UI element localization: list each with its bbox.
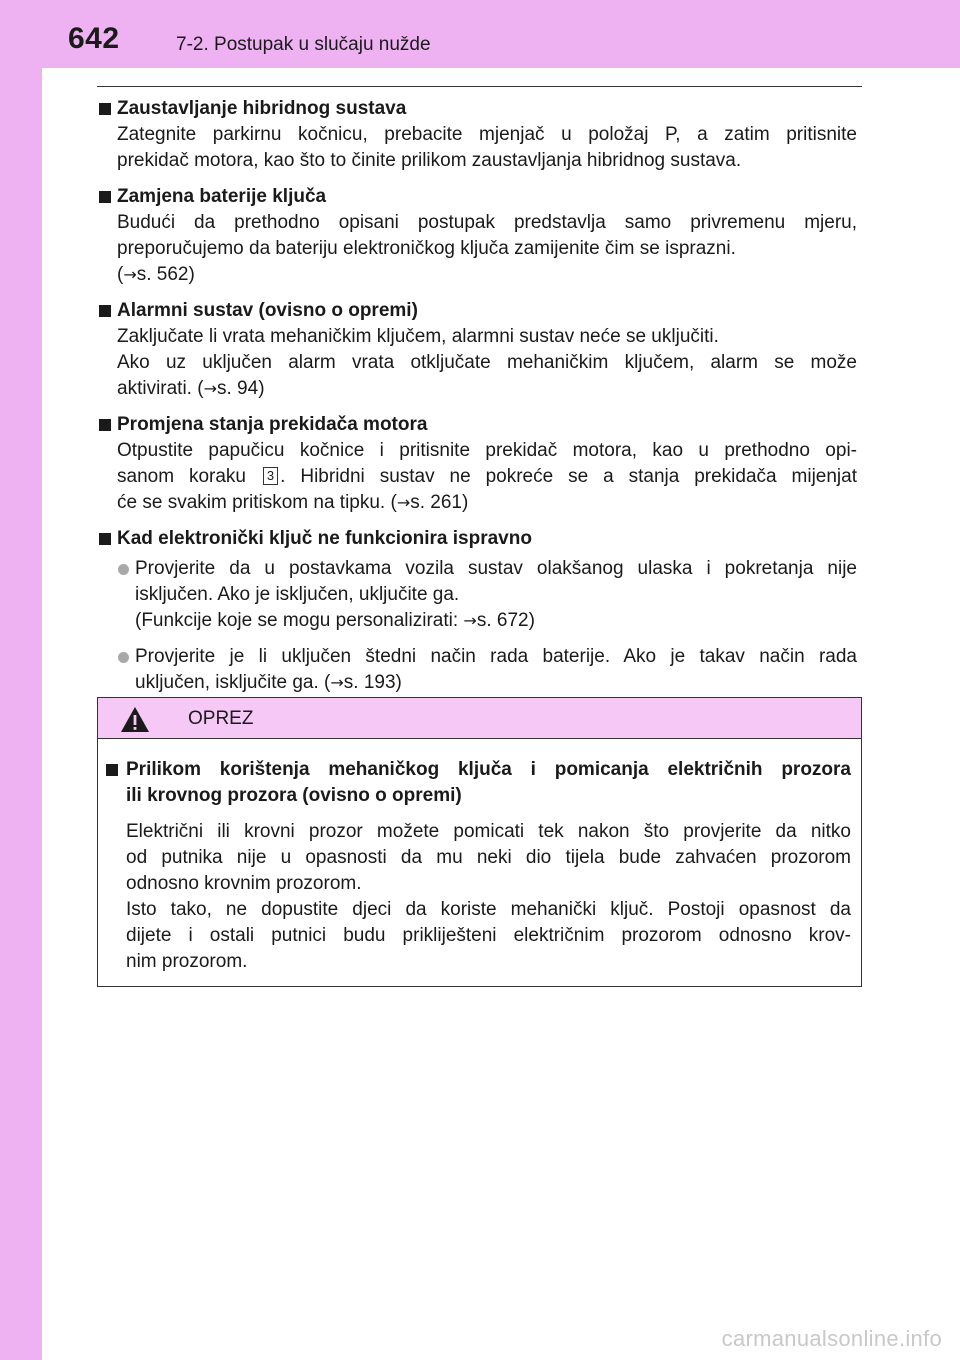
text-line: preporučujemo da bateriju elektroničkog ključa zamijenite čim se isprazni. bbox=[117, 238, 736, 259]
square-bullet-icon bbox=[99, 533, 111, 545]
caution-label: OPREZ bbox=[188, 708, 254, 729]
text-line: uključen, isključite ga. (→s. 193) bbox=[135, 672, 402, 693]
text-line: Provjerite je li uključen štedni način rada baterije. Ako je takav način rada bbox=[135, 646, 857, 667]
square-bullet-icon bbox=[106, 764, 118, 776]
watermark: carmanualsonline.info bbox=[721, 1326, 942, 1351]
text-fragment: (Funkcije koje se mogu personalizirati: bbox=[135, 610, 464, 631]
arrow-icon: → bbox=[123, 265, 137, 284]
reference-text: s. 562 bbox=[136, 264, 189, 285]
section-heading bbox=[97, 526, 857, 552]
chapter-title: 7-2. Postupak u slučaju nužde bbox=[176, 34, 431, 55]
text-line: dijete i ostali putnici budu prikliješteni električnim prozorom odnosno krov- bbox=[126, 925, 851, 946]
section-battery-replace bbox=[97, 184, 857, 288]
round-bullet-icon bbox=[118, 652, 129, 663]
square-bullet-icon bbox=[99, 103, 111, 115]
page-reference[interactable]: (→s. 562) bbox=[117, 264, 195, 285]
caution-header bbox=[98, 698, 861, 739]
arrow-icon: → bbox=[330, 673, 344, 692]
caution-text bbox=[106, 819, 851, 975]
text-line: Otpustite papučicu kočnice i pritisnite prekidač motora, kao u prethodno opi- bbox=[117, 440, 857, 461]
section-text bbox=[97, 210, 857, 288]
section-heading-text: Kad elektronički ključ ne funkcionira ispravno bbox=[117, 528, 532, 549]
arrow-icon: → bbox=[203, 379, 217, 398]
round-bullet-icon bbox=[118, 564, 129, 575]
text-line: Provjerite da u postavkama vozila sustav olakšanog ulaska i pokretanja nije bbox=[135, 558, 857, 579]
page-reference[interactable]: s. 94 bbox=[216, 378, 259, 399]
page-number: 642 bbox=[68, 22, 120, 55]
side-color-bar bbox=[0, 0, 42, 1360]
text-line: Isto tako, ne dopustite djeci da koriste mehanički ključ. Postoji opasnost da bbox=[126, 899, 851, 920]
header-band bbox=[0, 0, 960, 68]
text-fragment: će se svakim pritiskom na tipku. ( bbox=[117, 492, 397, 513]
square-bullet-icon bbox=[99, 191, 111, 203]
text-line: isključen. Ako je isključen, uključite ga. bbox=[135, 584, 460, 605]
text-fragment: sanom koraku bbox=[117, 466, 246, 487]
text-line: od putnika nije u opasnosti da mu neki dio tijela bude zahvaćen prozorom bbox=[126, 847, 851, 868]
text-line: Budući da prethodno opisani postupak predstavlja samo privremenu mjeru, bbox=[117, 212, 857, 233]
caution-body bbox=[98, 739, 861, 975]
arrow-icon: → bbox=[396, 493, 411, 512]
square-bullet-icon bbox=[99, 419, 111, 431]
section-heading-text: Alarmni sustav (ovisno o opremi) bbox=[117, 300, 418, 321]
text-line: aktivirati. (→s. 94) bbox=[117, 378, 265, 399]
section-heading-text: Zaustavljanje hibridnog sustava bbox=[117, 98, 407, 119]
section-heading-text: Promjena stanja prekidača motora bbox=[117, 414, 428, 435]
text-line: Prilikom korištenja mehaničkog ključa i pomicanja električnih prozora bbox=[126, 759, 851, 780]
text-line: nim prozorom. bbox=[126, 951, 248, 972]
page-reference[interactable]: s. 193 bbox=[343, 672, 396, 693]
arrow-icon: → bbox=[463, 611, 477, 630]
section-alarm bbox=[97, 298, 857, 402]
text-fragment: uključen, isključite ga. ( bbox=[135, 672, 331, 693]
section-text bbox=[97, 122, 857, 174]
text-line: odnosno krovnim prozorom. bbox=[126, 873, 362, 894]
section-heading bbox=[97, 298, 857, 324]
list-item bbox=[97, 556, 857, 634]
header-rule bbox=[97, 86, 862, 87]
text-line bbox=[117, 464, 857, 490]
section-key-malfunction bbox=[97, 526, 857, 696]
section-text bbox=[97, 438, 857, 516]
text-fragment: aktivirati. ( bbox=[117, 378, 204, 399]
section-heading bbox=[97, 96, 857, 122]
section-stop-hybrid bbox=[97, 96, 857, 174]
text-line: prekidač motora, kao što to činite prilikom zaustavljanja hibridnog sustava. bbox=[117, 150, 742, 171]
page-reference[interactable]: s. 672 bbox=[476, 610, 529, 631]
square-bullet-icon bbox=[99, 305, 111, 317]
section-heading bbox=[97, 412, 857, 438]
text-fragment: . Hibridni sustav ne pokreće se a stanja prekidača mijenjat bbox=[280, 466, 858, 487]
list-item bbox=[97, 644, 857, 696]
section-text bbox=[97, 324, 857, 402]
page-reference[interactable]: s. 261 bbox=[410, 492, 462, 513]
section-heading bbox=[97, 184, 857, 210]
text-line: Ako uz uključen alarm vrata otključate mehaničkim ključem, alarm se može bbox=[117, 352, 857, 373]
caution-heading bbox=[106, 757, 851, 809]
text-line: Električni ili krovni prozor možete pomicati tek nakon što provjerite da nitko bbox=[126, 821, 851, 842]
section-heading-text: Zamjena baterije ključa bbox=[117, 186, 327, 207]
text-line: Zaključate li vrata mehaničkim ključem, alarmni sustav neće se uključiti. bbox=[117, 326, 719, 347]
caution-box bbox=[97, 697, 862, 987]
section-engine-switch bbox=[97, 412, 857, 516]
text-line: će se svakim pritiskom na tipku. (→s. 261) bbox=[117, 492, 469, 513]
text-line: Zategnite parkirnu kočnicu, prebacite mjenjač u položaj P, a zatim pritisnite bbox=[117, 124, 857, 145]
warning-triangle-icon bbox=[120, 706, 150, 733]
main-content bbox=[97, 96, 857, 706]
step-number-badge: 3 bbox=[263, 467, 278, 485]
text-line: ili krovnog prozora (ovisno o opremi) bbox=[126, 785, 462, 806]
text-line: (Funkcije koje se mogu personalizirati: →s. 672) bbox=[135, 610, 535, 631]
